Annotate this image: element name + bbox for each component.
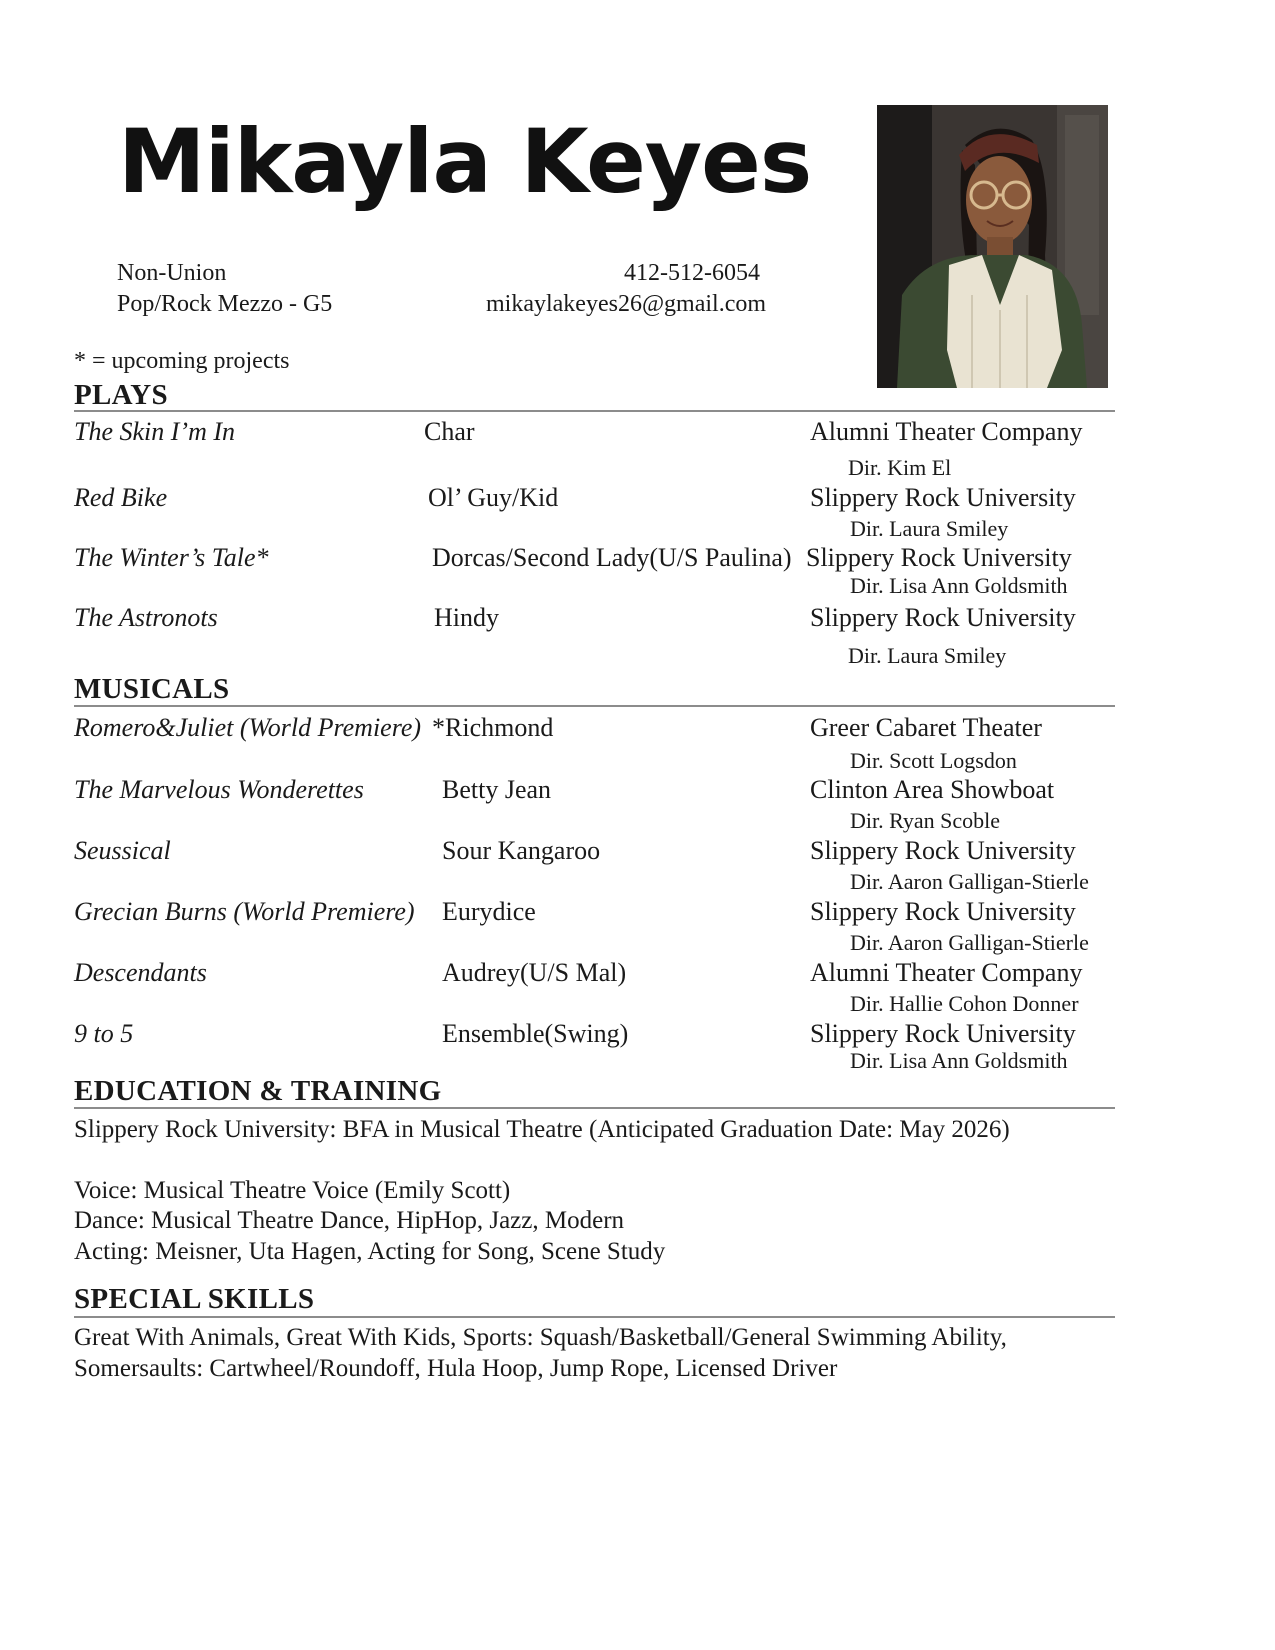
play-company: Slippery Rock University (806, 543, 1072, 572)
musical-director: Dir. Aaron Galligan-Stierle (850, 930, 1089, 955)
play-title: The Astronots (74, 603, 218, 632)
musical-director: Dir. Aaron Galligan-Stierle (850, 869, 1089, 894)
skills-divider (74, 1316, 1115, 1318)
musical-role: Ensemble(Swing) (442, 1019, 629, 1048)
musical-role: Betty Jean (442, 775, 552, 804)
musical-role: *Richmond (432, 713, 554, 742)
play-director: Dir. Kim El (848, 455, 952, 480)
play-title: Red Bike (74, 483, 168, 512)
training-acting: Acting: Meisner, Uta Hagen, Acting for Song, Scene Study (74, 1238, 666, 1265)
skills-line: Great With Animals, Great With Kids, Sports: Squash/Basketball/General Swimming Ability, (74, 1324, 1007, 1351)
musical-company: Alumni Theater Company (810, 958, 1083, 987)
play-role: Char (424, 417, 475, 446)
musical-role: Audrey(U/S Mal) (442, 958, 627, 987)
musical-title: Seussical (74, 836, 171, 865)
musical-title: Descendants (74, 958, 207, 987)
play-director: Dir. Laura Smiley (848, 643, 1007, 668)
musical-role: Sour Kangaroo (442, 836, 601, 865)
musical-director: Dir. Hallie Cohon Donner (850, 991, 1079, 1016)
plays-heading: PLAYS (74, 379, 168, 411)
musical-director: Dir. Lisa Ann Goldsmith (850, 1048, 1068, 1073)
union-status: Non-Union (117, 260, 227, 286)
email-address: mikaylakeyes26@gmail.com (486, 291, 767, 317)
musical-company: Slippery Rock University (810, 836, 1076, 865)
play-company: Alumni Theater Company (810, 417, 1083, 446)
skills-line: Somersaults: Cartwheel/Roundoff, Hula Hoop, Jump Rope, Licensed Driver (74, 1355, 838, 1382)
play-director: Dir. Lisa Ann Goldsmith (850, 573, 1068, 598)
musical-director: Dir. Scott Logsdon (850, 748, 1017, 773)
play-role: Dorcas/Second Lady(U/S Paulina) (432, 543, 792, 572)
education-divider (74, 1107, 1115, 1109)
musical-title: Romero&Juliet (World Premiere) (74, 713, 422, 742)
musical-title: 9 to 5 (74, 1019, 134, 1048)
education-degree: Slippery Rock University: BFA in Musical Theatre (Anticipated Graduation Date: May 2026) (74, 1116, 1010, 1143)
play-director: Dir. Laura Smiley (850, 516, 1009, 541)
musical-company: Clinton Area Showboat (810, 775, 1055, 804)
play-title: The Winter’s Tale* (74, 543, 269, 572)
headshot-photo (877, 105, 1108, 388)
play-company: Slippery Rock University (810, 483, 1076, 512)
musical-company: Slippery Rock University (810, 1019, 1076, 1048)
play-role: Hindy (434, 603, 499, 632)
training-voice: Voice: Musical Theatre Voice (Emily Scott) (74, 1177, 511, 1204)
plays-divider (74, 410, 1115, 412)
skills-heading: SPECIAL SKILLS (74, 1283, 315, 1315)
voice-type: Pop/Rock Mezzo - G5 (117, 291, 333, 317)
resume-name: Mikayla Keyes (118, 110, 812, 213)
musical-company: Slippery Rock University (810, 897, 1076, 926)
musicals-heading: MUSICALS (74, 673, 230, 705)
upcoming-legend: * = upcoming projects (74, 348, 290, 374)
musical-title: The Marvelous Wonderettes (74, 775, 364, 804)
play-title: The Skin I’m In (74, 417, 236, 446)
phone-number: 412-512-6054 (624, 260, 760, 286)
play-company: Slippery Rock University (810, 603, 1076, 632)
musicals-divider (74, 705, 1115, 707)
play-role: Ol’ Guy/Kid (428, 483, 559, 512)
education-heading: EDUCATION & TRAINING (74, 1075, 442, 1107)
musical-title: Grecian Burns (World Premiere) (74, 897, 415, 926)
musical-role: Eurydice (442, 897, 536, 926)
musical-director: Dir. Ryan Scoble (850, 808, 1001, 833)
musical-company: Greer Cabaret Theater (810, 713, 1042, 742)
training-dance: Dance: Musical Theatre Dance, HipHop, Jazz, Modern (74, 1207, 625, 1234)
